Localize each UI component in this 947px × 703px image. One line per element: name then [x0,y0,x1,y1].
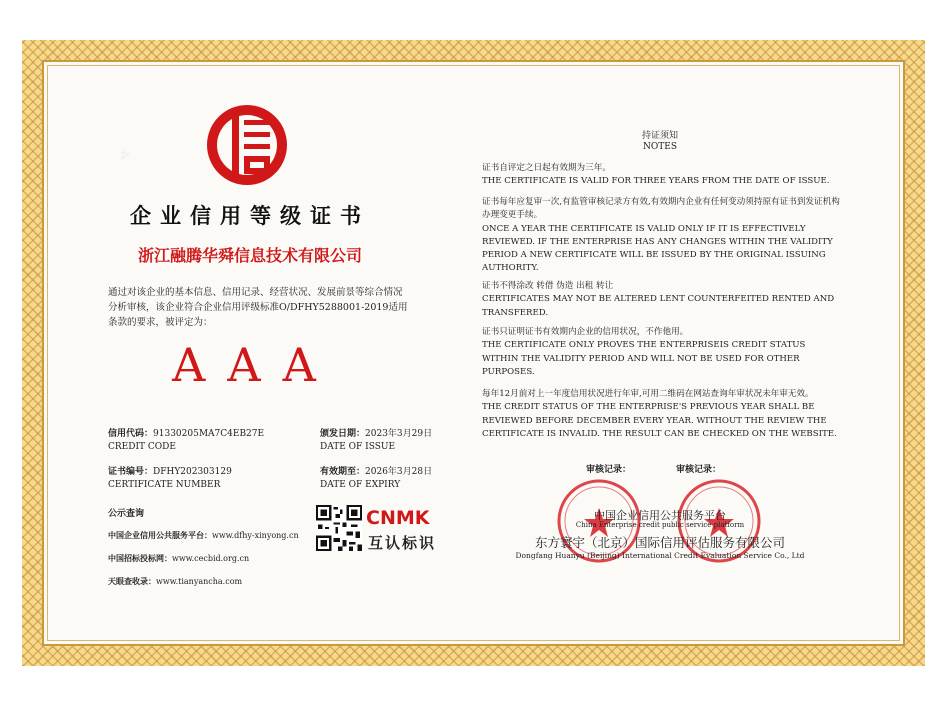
note-item [482,162,842,189]
note-item [482,280,842,320]
certificate-title: 企业信用等级证书 [130,204,370,228]
link-cecbid [108,553,249,564]
issue-date-label: 颁发日期： [320,429,366,439]
link-cecbid-label: 中国招标投标网： [108,553,172,563]
review-record-label-2: 审核记录： [676,465,722,475]
note-cn: 证书自评定之日起有效期为三年。 [482,163,611,173]
public-query-heading: 公示查询 [108,509,145,519]
note-en: ONCE A YEAR THE CERTIFICATE IS VALID ONLY IF IT IS EFFECTIVELY REVIEWED. IF THE ENTERPRISE HAS ANY CHANGES WITHIN THE VALIDITY PERIOD A NEW CERTIFICATE WILL BE ISSUED BY THE ORIGINAL ISSUING AUTHORITY. [482,223,833,274]
notes-heading: 持证须知 [641,131,678,141]
intro-text: 通过对该企业的基本信息、信用记录、经营状况、发展前景等综合情况分析审核，该企业符合企业信用评级标准O/DFHY5288001-2019适用条款的要求，被评定为： [108,287,408,328]
credit-code-value: 91330205MA7C4EB27E [153,429,265,439]
issue-date-value: 2023年3月29日 [365,429,433,439]
company-name: 浙江融腾华舜信息技术有限公司 [137,246,362,265]
credit-code-label-en: CREDIT CODE [108,442,176,452]
note-cn: 证书不得涂改 转借 伪造 出租 转让 [482,281,614,291]
credit-code-field [108,428,264,454]
link-dfhy-label: 中国企业信用公共服务平台： [108,530,212,540]
note-cn: 每年12月前对上一年度信用状况进行年审,可用二维码在网站查询年审状况未年审无效。 [482,389,814,399]
expiry-date-field [320,466,432,492]
cnmk-label: 互认标识 [368,534,437,552]
credit-logo-icon [204,102,290,188]
note-cn: 证书每年应复审一次,有监管审核记录方有效,有效期内企业有任何变动须持原有证书到发证机构办理变更手续。 [482,197,840,221]
note-item [482,196,842,276]
note-en: CERTIFICATES MAY NOT BE ALTERED LENT COUNTERFEITED RENTED AND TRANSFERED. [482,294,835,318]
issue-date-field [320,428,432,454]
note-cn: 证书只证明证书有效期内企业的信用状况，不作他用。 [482,327,689,337]
link-dfhy-url[interactable]: www.dfhy-xinyong.cn [212,531,299,540]
link-cecbid-url[interactable]: www.cecbid.org.cn [172,554,250,563]
cert-number-label: 证书编号： [108,467,154,477]
cert-number-value: DFHY202303129 [153,467,232,477]
issuer-org-en: Dongfang Huanyu (Beijing) International Credit Evaluation Service Co., Ltd [515,551,805,560]
qr-code-icon[interactable] [316,505,362,551]
note-item [482,388,842,441]
cert-number-label-en: CERTIFICATE NUMBER [108,480,221,490]
link-tianyancha [108,576,242,587]
credit-grade: AAA [172,338,338,392]
note-item [482,326,842,379]
notes-heading-en: NOTES [643,142,677,152]
expiry-date-value: 2026年3月28日 [365,467,433,477]
issuer-org: 东方寰宇（北京）国际信用评估服务有限公司 [534,535,785,550]
review-record-label-1: 审核记录： [586,465,632,475]
expiry-date-label-en: DATE OF EXPIRY [320,480,401,490]
issue-date-label-en: DATE OF ISSUE [320,442,396,452]
link-tianyancha-label: 天眼查收录： [108,576,156,586]
link-tianyancha-url[interactable]: www.tianyancha.com [156,577,243,586]
note-en: THE CREDIT STATUS OF THE ENTERPRISE'S PREVIOUS YEAR SHALL BE REVIEWED BEFORE DECEMBER EVERY YEAR. WITHOUT THE REVIEW THE CERTIFICATE IS INVALID. THE RESULT CAN BE CHECKED ON THE WEBSITE. [482,402,837,439]
note-en: THE CERTIFICATE ONLY PROVES THE ENTERPRISEIS CREDIT STATUS WITHIN THE VALIDITY PERIOD AND WILL NOT BE USED FOR OTHER PURPOSES. [482,340,806,377]
cnmk-logo: CNMK [366,507,430,529]
cert-number-field [108,466,232,492]
credit-code-label: 信用代码： [108,429,154,439]
issuer-platform: 中国企业信用公共服务平台 [594,509,726,522]
note-en: THE CERTIFICATE IS VALID FOR THREE YEARS FROM THE DATE OF ISSUE. [482,176,830,187]
link-dfhy [108,530,299,541]
issuer-platform-en: China Enterprise credit public service platform [575,521,745,529]
expiry-date-label: 有效期至： [320,467,366,477]
